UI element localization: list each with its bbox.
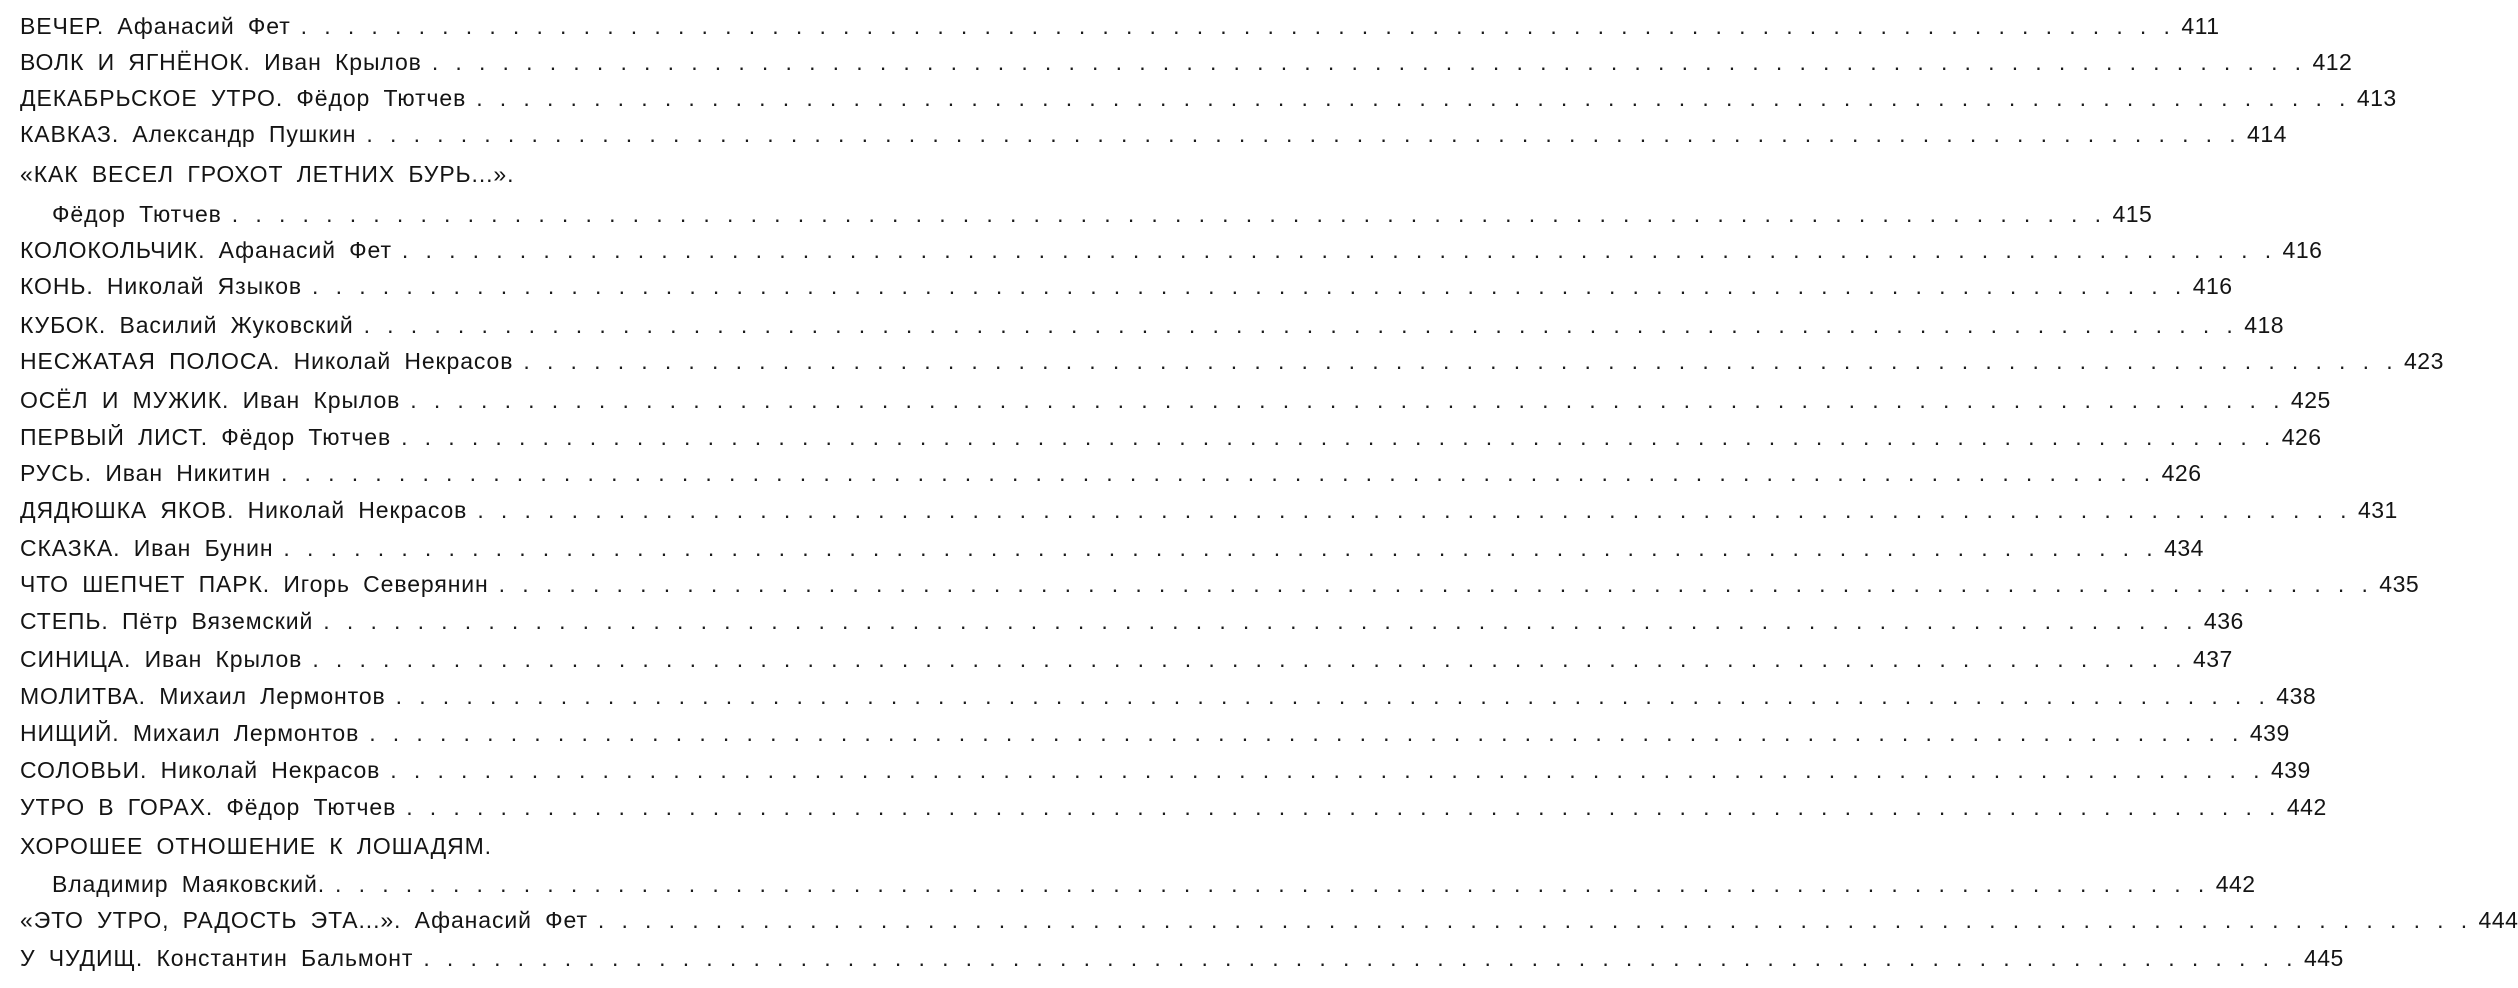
page-number: 416 bbox=[2282, 237, 2323, 263]
dot-leader: . . . . . . . . . . . . . . . . . . . . . . . . . . . . . . . . . . . . . . . . . . . . . . . . . . . . . . . . . . . . . . . . . . . . . . . . . . . . . . . . bbox=[423, 945, 2298, 971]
page-number: 426 bbox=[2161, 460, 2202, 486]
page-number: 439 bbox=[2249, 720, 2290, 746]
entry-title: СКАЗКА. Иван Бунин bbox=[20, 535, 274, 561]
entry-title: КАВКАЗ. Александр Пушкин bbox=[20, 121, 357, 147]
page-number: 442 bbox=[2215, 871, 2256, 897]
dot-leader: . . . . . . . . . . . . . . . . . . . . . . . . . . . . . . . . . . . . . . . . . . . . . . . . . . . . . . . . . . . . . . . . . . . . . . . . . . . . . . . . bbox=[363, 312, 2239, 338]
toc-entry bbox=[20, 642, 2233, 676]
entry-title: ХОРОШЕЕ ОТНОШЕНИЕ К ЛОШАДЯМ. bbox=[20, 833, 492, 859]
toc-entry bbox=[20, 420, 2322, 454]
dot-leader: . . . . . . . . . . . . . . . . . . . . . . . . . . . . . . . . . . . . . . . . . . . . . . . . . . . . . . . . . . . . . . . . . . . . . . . . . . . . . . . . bbox=[476, 85, 2351, 111]
page-number: 418 bbox=[2244, 312, 2285, 338]
toc-entry bbox=[20, 531, 2204, 565]
entry-title: НЕСЖАТАЯ ПОЛОСА. Николай Некрасов bbox=[20, 348, 514, 374]
dot-leader: . . . . . . . . . . . . . . . . . . . . . . . . . . . . . . . . . . . . . . . . . . . . . . . . . . . . . . . . . . . . . . . . . . . . . . . . . . . . . . . . bbox=[323, 608, 2198, 634]
entry-title: КОНЬ. Николай Языков bbox=[20, 273, 303, 299]
dot-leader: . . . . . . . . . . . . . . . . . . . . . . . . . . . . . . . . . . . . . . . . . . . . . . . . . . . . . . . . . . . . . . . . . . . . . . . . . . . . . . . . bbox=[401, 424, 2276, 450]
dot-leader: . . . . . . . . . . . . . . . . . . . . . . . . . . . . . . . . . . . . . . . . . . . . . . . . . . . . . . . . . . . . . . . . . . . . . . . . . . . . . . . . bbox=[312, 646, 2187, 672]
dot-leader: . . . . . . . . . . . . . . . . . . . . . . . . . . . . . . . . . . . . . . . . . . . . . . . . . . . . . . . . . . . . . . . . . . . . . . . . . . . . . . . . bbox=[312, 273, 2187, 299]
page-number: 445 bbox=[2303, 945, 2344, 971]
dot-leader: . . . . . . . . . . . . . . . . . . . . . . . . . . . . . . . . . . . . . . . . . . . . . . . . . . . . . . . . . . . . . . . . . . . . . . . . . . . . . . . . bbox=[231, 201, 2107, 227]
page-number: 413 bbox=[2356, 85, 2397, 111]
toc-entry bbox=[20, 45, 2353, 79]
dot-leader: . . . . . . . . . . . . . . . . . . . . . . . . . . . . . . . . . . . . . . . . . . . . . . . . . . . . . . . . . . . . . . . . . . . . . . . . . . . . . . . . bbox=[477, 497, 2352, 523]
entry-title: УТРО В ГОРАХ. Фёдор Тютчев bbox=[20, 794, 397, 820]
page-number: 431 bbox=[2357, 497, 2398, 523]
dot-leader: . . . . . . . . . . . . . . . . . . . . . . . . . . . . . . . . . . . . . . . . . . . . . . . . . . . . . . . . . . . . . . . . . . . . . . . . . . . . . . . . bbox=[498, 571, 2374, 597]
dot-leader: . . . . . . . . . . . . . . . . . . . . . . . . . . . . . . . . . . . . . . . . . . . . . . . . . . . . . . . . . . . . . . . . . . . . . . . . . . . . . . . . bbox=[410, 387, 2285, 413]
page-number: 434 bbox=[2164, 535, 2204, 561]
page-number: 442 bbox=[2286, 794, 2327, 820]
entry-title: СОЛОВЬИ. Николай Некрасов bbox=[20, 757, 381, 783]
page-number: 425 bbox=[2290, 387, 2331, 413]
entry-title: СИНИЦА. Иван Крылов bbox=[20, 646, 303, 672]
entry-title: СТЕПЬ. Пётр Вяземский bbox=[20, 608, 314, 634]
toc-entry-first-line bbox=[20, 829, 810, 863]
toc-entry bbox=[20, 604, 2244, 638]
dot-leader: . . . . . . . . . . . . . . . . . . . . . . . . . . . . . . . . . . . . . . . . . . . . . . . . . . . . . . . . . . . . . . . . . . . . . . . . . . . . . . . . bbox=[300, 13, 2176, 39]
entry-title: ДЯДЮШКА ЯКОВ. Николай Некрасов bbox=[20, 497, 468, 523]
dot-leader: . . . . . . . . . . . . . . . . . . . . . . . . . . . . . . . . . . . . . . . . . . . . . . . . . . . . . . . . . . . . . . . . . . . . . . . . . . . . . . . . bbox=[401, 237, 2277, 263]
toc-entry bbox=[20, 233, 2323, 267]
entry-title: ПЕРВЫЙ ЛИСТ. Фёдор Тютчев bbox=[20, 424, 392, 450]
dot-leader: . . . . . . . . . . . . . . . . . . . . . . . . . . . . . . . . . . . . . . . . . . . . . . . . . . . . . . . . . . . . . . . . . . . . . . . . . . . . . . . . bbox=[280, 460, 2156, 486]
toc-entry bbox=[20, 308, 2285, 342]
toc-entry bbox=[20, 456, 2202, 490]
entry-title: «ЭТО УТРО, РАДОСТЬ ЭТА...». Афанасий Фет bbox=[20, 907, 588, 933]
entry-title: ОСЁЛ И МУЖИК. Иван Крылов bbox=[20, 387, 401, 413]
page-number: 414 bbox=[2247, 121, 2287, 147]
toc-entry bbox=[20, 269, 2233, 303]
toc-entry bbox=[20, 9, 2220, 43]
page-number: 415 bbox=[2112, 201, 2153, 227]
dot-leader: . . . . . . . . . . . . . . . . . . . . . . . . . . . . . . . . . . . . . . . . . . . . . . . . . . . . . . . . . . . . . . . . . . . . . . . . . . . . . . . . bbox=[431, 49, 2307, 75]
page-number: 439 bbox=[2270, 757, 2311, 783]
toc-entry bbox=[20, 903, 2518, 937]
page-number: 416 bbox=[2192, 273, 2233, 299]
page-number: 426 bbox=[2281, 424, 2322, 450]
entry-title: НИЩИЙ. Михаил Лермонтов bbox=[20, 720, 360, 746]
entry-title: КОЛОКОЛЬЧИК. Афанасий Фет bbox=[20, 237, 392, 263]
entry-author: Владимир Маяковский. bbox=[52, 871, 326, 897]
toc-entry bbox=[20, 117, 2287, 151]
page-number: 435 bbox=[2379, 571, 2420, 597]
entry-title: ДЕКАБРЬСКОЕ УТРО. Фёдор Тютчев bbox=[20, 85, 467, 111]
page-number: 411 bbox=[2181, 13, 2220, 39]
entry-author: Фёдор Тютчев bbox=[52, 201, 222, 227]
dot-leader: . . . . . . . . . . . . . . . . . . . . . . . . . . . . . . . . . . . . . . . . . . . . . . . . . . . . . . . . . . . . . . . . . . . . . . . . . . . . . . . . bbox=[406, 794, 2281, 820]
entry-title: ВЕЧЕР. Афанасий Фет bbox=[20, 13, 291, 39]
entry-title: «КАК ВЕСЕЛ ГРОХОТ ЛЕТНИХ БУРЬ...». bbox=[20, 161, 515, 187]
page-number: 444 bbox=[2478, 907, 2518, 933]
toc-entry-continuation bbox=[52, 867, 2256, 901]
dot-leader: . . . . . . . . . . . . . . . . . . . . . . . . . . . . . . . . . . . . . . . . . . . . . . . . . . . . . . . . . . . . . . . . . . . . . . . . . . . . . . . . bbox=[366, 121, 2242, 147]
dot-leader: . . . . . . . . . . . . . . . . . . . . . . . . . . . . . . . . . . . . . . . . . . . . . . . . . . . . . . . . . . . . . . . . . . . . . . . . . . . . . . . . bbox=[369, 720, 2244, 746]
entry-title: У ЧУДИЩ. Константин Бальмонт bbox=[20, 945, 414, 971]
entry-title: МОЛИТВА. Михаил Лермонтов bbox=[20, 683, 386, 709]
toc-entry bbox=[20, 790, 2327, 824]
entry-title: ВОЛК И ЯГНЁНОК. Иван Крылов bbox=[20, 49, 422, 75]
toc-entry bbox=[20, 753, 2311, 787]
dot-leader: . . . . . . . . . . . . . . . . . . . . . . . . . . . . . . . . . . . . . . . . . . . . . . . . . . . . . . . . . . . . . . . . . . . . . . . . . . . . . . . . bbox=[597, 907, 2473, 933]
toc-entry bbox=[20, 941, 2344, 975]
toc-entry bbox=[20, 383, 2331, 417]
page-number: 437 bbox=[2192, 646, 2233, 672]
toc-entry bbox=[20, 679, 2317, 713]
toc-entry bbox=[20, 493, 2398, 527]
entry-title: РУСЬ. Иван Никитин bbox=[20, 460, 271, 486]
dot-leader: . . . . . . . . . . . . . . . . . . . . . . . . . . . . . . . . . . . . . . . . . . . . . . . . . . . . . . . . . . . . . . . . . . . . . . . . . . . . . . . . bbox=[390, 757, 2265, 783]
page-number: 436 bbox=[2203, 608, 2244, 634]
entry-title: ЧТО ШЕПЧЕТ ПАРК. Игорь Северянин bbox=[20, 571, 489, 597]
entry-title: КУБОК. Василий Жуковский bbox=[20, 312, 354, 338]
dot-leader: . . . . . . . . . . . . . . . . . . . . . . . . . . . . . . . . . . . . . . . . . . . . . . . . . . . . . . . . . . . . . . . . . . . . . . . . . . . . . . . . bbox=[523, 348, 2399, 374]
dot-leader: . . . . . . . . . . . . . . . . . . . . . . . . . . . . . . . . . . . . . . . . . . . . . . . . . . . . . . . . . . . . . . . . . . . . . . . . . . . . . . . . bbox=[335, 871, 2210, 897]
toc-entry bbox=[20, 344, 2444, 378]
toc-entry bbox=[20, 81, 2397, 115]
dot-leader: . . . . . . . . . . . . . . . . . . . . . . . . . . . . . . . . . . . . . . . . . . . . . . . . . . . . . . . . . . . . . . . . . . . . . . . . . . . . . . . . bbox=[395, 683, 2271, 709]
toc-entry-first-line bbox=[20, 157, 810, 191]
page-number: 423 bbox=[2404, 348, 2444, 374]
dot-leader: . . . . . . . . . . . . . . . . . . . . . . . . . . . . . . . . . . . . . . . . . . . . . . . . . . . . . . . . . . . . . . . . . . . . . . . . . . . . . . . . bbox=[283, 535, 2159, 561]
page-number: 438 bbox=[2276, 683, 2317, 709]
toc-entry bbox=[20, 567, 2420, 601]
page-number: 412 bbox=[2312, 49, 2353, 75]
toc-entry-continuation bbox=[52, 197, 2153, 231]
toc-entry bbox=[20, 716, 2290, 750]
